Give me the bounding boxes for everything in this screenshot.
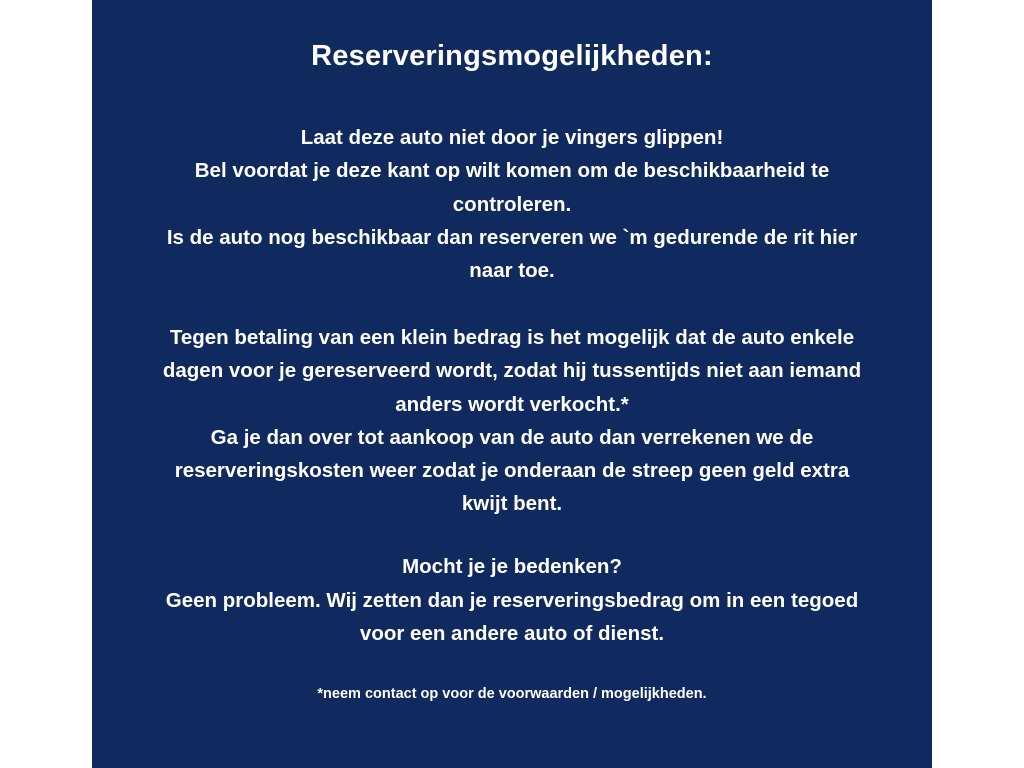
spacer <box>152 650 872 684</box>
paragraph-reservation-fee: Tegen betaling van een klein bedrag is het mogelijk dat de auto enkele dagen voor je gereserveerd wordt, zodat hij tussentijds niet aan iemand anders wordt verkocht.* Ga je dan over tot aankoop van de auto dan verrekenen we de reserveringskosten weer zodat je onderaan de streep geen geld extra kwijt bent. <box>162 326 862 516</box>
spacer <box>152 74 872 121</box>
spacer <box>152 287 872 321</box>
spacer <box>152 520 872 550</box>
paragraph-availability: Laat deze auto niet door je vingers glippen! Bel voordat je deze kant op wilt komen om de beschikbaarheid te controleren. Is de auto nog beschikbaar dan reserveren we `m gedurende de rit hier naar toe. <box>166 126 858 283</box>
footnote-terms: *neem contact op voor de voorwaarden / mogelijkheden. <box>317 686 707 703</box>
page-title: Reserveringsmogelijkheden: <box>311 40 713 72</box>
reservation-info-poster <box>92 0 932 768</box>
paragraph-change-of-mind: Mocht je je bedenken? Geen probleem. Wij zetten dan je reserveringsbedrag om in een tegoed voor een andere auto of dienst. <box>165 555 859 645</box>
